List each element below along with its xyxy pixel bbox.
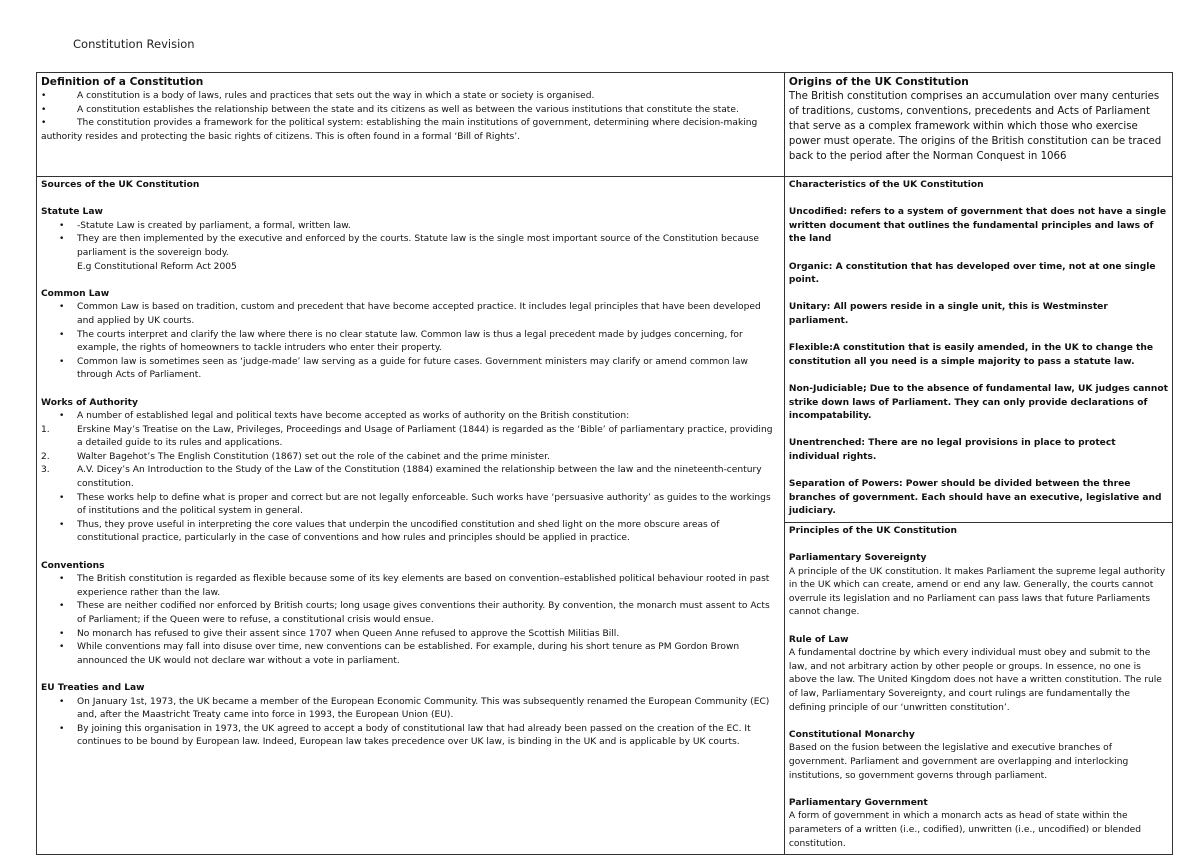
bullet-icon: • (59, 519, 65, 530)
bullet-icon: • (59, 492, 65, 503)
principle-text: A form of government in which a monarch acts as head of state within the parameters of a written (i.e., codified), unwritten (i.e., uncodified) or blended constitution. (788, 811, 1142, 849)
list-item: • They are then implemented by the executive and enforced by the courts. Statute law is the single most important source of the Constitution because parliament is the sovereign body. (59, 234, 759, 258)
sources-cell (37, 177, 785, 855)
origins-heading: Origins of the UK Constitution (788, 76, 969, 88)
bullet-icon: • (41, 91, 47, 101)
revision-table (36, 72, 1173, 855)
conventions-heading: Conventions (41, 560, 105, 571)
bullet-icon: • (59, 234, 65, 245)
characteristic-non-judiciable: Non-Judiciable; Due to the absence of fundamental law, UK judges cannot strike down laws of Parliament. They can only provide declarations of incompatability. (788, 383, 1168, 422)
definition-item: • A constitution establishes the relationship between the state and its citizens as well as between the various institutions that constitute the state. (41, 104, 780, 118)
definition-item: • The constitution provides a framework for the political system: establishing the main institutions of government, determining where decision-making authority resides and protecting the basic rights of citizens. This is often found in a formal ‘Bill of Rights’. (41, 118, 758, 142)
list-item: • The British constitution is regarded as flexible because some of its key elements are based on convention–established political behaviour rooted in past experience rather than the law. (59, 574, 770, 598)
principle-heading: Constitutional Monarchy (788, 729, 915, 740)
list-item: • Common Law is based on tradition, custom and precedent that have become accepted practice. It includes legal principles that have been developed and applied by UK courts. (59, 302, 761, 326)
bullet-icon: • (59, 628, 65, 639)
list-item: • These works help to define what is proper and correct but are not legally enforceable. Such works have ‘persuasive authority’ as guides to the workings of institutions and the political system in general. (59, 492, 771, 517)
list-item: • On January 1st, 1973, the UK became a member of the European Economic Community. This was subsequently renamed the European Community (EC) and, after the Maastricht Treaty came into force in 1993, the European Union (EU). (59, 696, 770, 721)
principles-cell (784, 522, 1172, 854)
bullet-icon: • (59, 696, 65, 707)
number-label: 1. (41, 424, 50, 435)
eu-heading: EU Treaties and Law (41, 682, 145, 693)
statute-example: E.g Constitutional Reform Act 2005 (77, 261, 237, 272)
sources-heading: Sources of the UK Constitution (41, 180, 200, 190)
definition-heading: Definition of a Constitution (41, 76, 204, 88)
list-item: • Common law is sometimes seen as ‘judge-made’ law serving as a guide for future cases. Government ministers may clarify or amend common law through Acts of Parliament. (59, 356, 748, 381)
list-item: • By joining this organisation in 1973, the UK agreed to accept a body of constitutional law that had already been passed on the creation of the EC. It continues to be bound by European law. Indeed, European law takes precedence over UK law, is binding in the UK and is applicable by UK courts. (59, 723, 751, 748)
characteristics-cell (784, 177, 1172, 523)
numbered-item: 3. A.V. Dicey’s An Introduction to the Study of the Law of the Constitution (1884) examined the relationship between the law and the nineteenth-century constitution. (41, 465, 762, 490)
characteristic-unitary: Unitary: All powers reside in a single unit, this is Westminster parliament. (788, 302, 1108, 326)
characteristics-heading: Characteristics of the UK Constitution (788, 180, 984, 190)
list-item: • While conventions may fall into disuse over time, new conventions can be established. For example, during his short tenure as PM Gordon Brown announced the UK would not declare war without a vote in parliament. (59, 642, 740, 666)
statute-heading: Statute Law (41, 207, 103, 218)
bullet-icon: • (59, 601, 65, 612)
bullet-icon: • (59, 574, 65, 585)
common-heading: Common Law (41, 288, 110, 299)
number-label: 3. (41, 465, 50, 476)
definition-cell (37, 73, 785, 177)
principles-heading: Principles of the UK Constitution (788, 525, 957, 536)
principle-heading: Parliamentary Sovereignty (788, 553, 927, 564)
bullet-icon: • (59, 329, 65, 340)
numbered-item: 2. Walter Bagehot’s The English Constitution (1867) set out the role of the cabinet and the prime minister. (41, 451, 780, 465)
list-item: • These are neither codified nor enforced by British courts; long usage gives conventions their authority. By convention, the monarch must assent to Acts of Parliament; if the Queen were to refuse, a constitutional crisis would ensue. (59, 601, 770, 625)
numbered-item: 1. Erskine May’s Treatise on the Law, Privileges, Proceedings and Usage of Parliament (1844) is regarded as the ‘Bible’ of parliamentary practice, providing a detailed guide to its rules and applications. (41, 424, 773, 449)
bullet-icon: • (59, 411, 65, 422)
characteristic-separation-of-powers: Separation of Powers: Power should be divided between the three branches of government. Each should have an executive, legislative and judiciary. (788, 479, 1162, 517)
principle-heading: Parliamentary Government (788, 797, 928, 808)
list-item: • -Statute Law is created by parliament, a formal, written law. (41, 220, 780, 234)
bullet-icon: • (41, 118, 47, 129)
definition-item: • A constitution is a body of laws, rules and practices that sets out the way in which a state or society is organised. (41, 90, 780, 104)
bullet-icon: • (59, 356, 65, 367)
list-item: • A number of established legal and political texts have become accepted as works of authority on the British constitution: (41, 410, 780, 424)
bullet-icon: • (41, 104, 47, 115)
list-item: • Thus, they prove useful in interpreting the core values that underpin the uncodified constitution and shed light on the more obscure areas of constitutional practice, particularly in the case of conventions and how rules and principles should be applied in practice. (59, 519, 720, 544)
bullet-icon: • (59, 220, 65, 231)
works-heading: Works of Authority (41, 397, 138, 408)
list-item: • The courts interpret and clarify the law where there is no clear statute law. Common law is thus a legal precedent made by judges concerning, for example, the rights of homeowners to tackle intruders who enter their property. (59, 329, 743, 354)
principle-text: Based on the fusion between the legislative and executive branches of government. Parliament and government are overlapping and interlocking institutions, so government governs through parliament. (788, 743, 1129, 781)
page-title: Constitution Revision (73, 37, 195, 51)
principle-text: A fundamental doctrine by which every individual must obey and submit to the law, and not arbitrary action by other people or groups. In essence, no one is above the law. The United Kingdom does not have a written constitution. The rule of law, Parliamentary Sovereignty, and court rulings are fundamentally the defining principle of our ‘unwritten constitution’. (788, 648, 1162, 713)
characteristic-organic: Organic: A constitution that has developed over time, not at one single point. (788, 261, 1156, 286)
characteristic-uncodified: Uncodified: refers to a system of government that does not have a single written document that outlines the fundamental principles and laws of the land (788, 207, 1167, 245)
number-label: 2. (41, 451, 50, 462)
origins-text: The British constitution comprises an accumulation over many centuries of traditions, customs, conventions, precedents and Acts of Parliament that serve as a complex framework within which those who exercise power must operate. The origins of the British constitution can be traced back to the period after the Norman Conquest in 1066 (788, 91, 1162, 162)
characteristic-flexible: Flexible:A constitution that is easily amended, in the UK to change the constitution all you need is a simple majority to pass a statute law. (788, 343, 1154, 367)
bullet-icon: • (59, 642, 65, 653)
principle-heading: Rule of Law (788, 634, 849, 645)
bullet-icon: • (59, 302, 65, 313)
characteristic-unentrenched: Unentrenched: There are no legal provisions in place to protect individual rights. (788, 438, 1116, 462)
list-item: • No monarch has refused to give their assent since 1707 when Queen Anne refused to approve the Scottish Militias Bill. (41, 628, 780, 642)
bullet-icon: • (59, 723, 65, 734)
origins-cell (784, 73, 1172, 177)
principle-text: A principle of the UK constitution. It makes Parliament the supreme legal authority in the UK which can create, amend or end any law. Generally, the courts cannot overrule its legislation and no Parliament can pass laws that future Parliaments cannot change. (788, 566, 1166, 618)
